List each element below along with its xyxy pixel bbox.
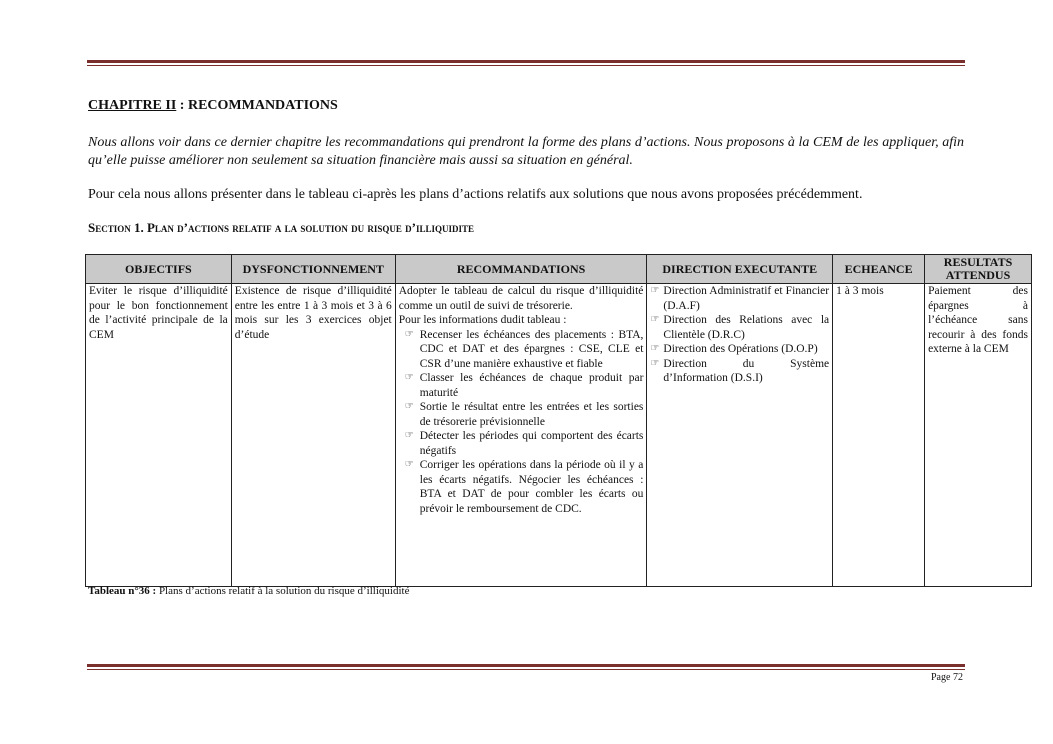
recommandations-list	[399, 328, 644, 517]
page-number: Page 72	[931, 672, 963, 683]
table-header-row	[86, 255, 1032, 284]
section-title: Section 1. Plan d’actions relatif a la solution du risque d’illiquidite	[88, 220, 474, 235]
header-direction: DIRECTION EXECUTANTE	[647, 255, 833, 284]
cell-direction	[647, 284, 833, 587]
table-caption: Tableau n°36 : Plans d’actions relatif à la solution du risque d’illiquidité	[88, 585, 410, 597]
header-recommandations: RECOMMANDATIONS	[395, 255, 647, 284]
pointing-hand-icon: ☞	[404, 401, 414, 412]
chapter-title: CHAPITRE II : RECOMMANDATIONS	[88, 98, 338, 113]
top-rule	[87, 60, 965, 66]
list-item: ☞ Direction des Relations avec la Clientèle (D.R.C)	[650, 314, 830, 341]
list-item: ☞ Sortie le résultat entre les entrées et les sorties de trésorerie prévisionnelle	[404, 401, 644, 428]
cell-echeance: 1 à 3 mois	[833, 284, 925, 587]
header-echeance: ECHEANCE	[833, 255, 925, 284]
list-item: ☞ Corriger les opérations dans la période où il y a les écarts négatifs. Négocier les échéances : BTA et DAT de pour combler les écarts ou prévoir le remboursement de CDC.	[404, 459, 644, 515]
direction-list	[650, 284, 829, 386]
header-objectifs: OBJECTIFS	[86, 255, 232, 284]
pointing-hand-icon: ☞	[650, 343, 660, 354]
list-item: ☞ Classer les échéances de chaque produit par maturité	[404, 372, 644, 399]
cell-resultats: Paiement des épargnes à l’échéance sans recourir à des fonds externe à la CEM	[925, 284, 1032, 587]
pointing-hand-icon: ☞	[404, 459, 414, 470]
header-resultats: RESULTATS ATTENDUS	[925, 255, 1032, 284]
header-dysfonctionnement: DYSFONCTIONNEMENT	[231, 255, 395, 284]
body-paragraph: Pour cela nous allons présenter dans le tableau ci-après les plans d’actions relatifs aux solutions que nous avons proposées précédemment.	[88, 187, 863, 202]
table-row	[86, 284, 1032, 587]
pointing-hand-icon: ☞	[650, 314, 660, 325]
list-item: ☞ Détecter les périodes qui comportent des écarts négatifs	[404, 430, 644, 457]
cell-objectifs: Eviter le risque d’illiquidité pour le bon fonctionnement de l’activité principale de la CEM	[86, 284, 232, 587]
list-item: ☞ Direction des Opérations (D.O.P)	[650, 343, 818, 355]
action-plan-table	[85, 254, 1032, 587]
recommandations-lead: Pour les informations dudit tableau :	[398, 314, 567, 326]
cell-recommandations	[395, 284, 647, 587]
pointing-hand-icon: ☞	[404, 372, 414, 383]
recommandations-intro: Adopter le tableau de calcul du risque d’illiquidité comme un outil de suivi de trésorerie.	[398, 285, 644, 312]
pointing-hand-icon: ☞	[650, 285, 660, 296]
pointing-hand-icon: ☞	[650, 357, 660, 369]
bottom-rule	[87, 664, 965, 670]
list-item: ☞ Direction du Système d’Information (D.S.I)	[650, 357, 830, 384]
list-item: ☞ Direction Administratif et Financier (D.A.F)	[650, 285, 830, 312]
pointing-hand-icon: ☞	[404, 328, 414, 340]
cell-dysfonctionnement: Existence de risque d’illiquidité entre les entre 1 à 3 mois et 3 à 6 mois sur les 3 exercices objet d’étude	[231, 284, 395, 587]
list-item: ☞ Recenser les échéances des placements : BTA, CDC et DAT et des épargnes : CSE, CLE et CSR d’une manière exhaustive et fiable	[404, 328, 644, 370]
intro-paragraph: Nous allons voir dans ce dernier chapitre les recommandations qui prendront la forme des plans d’actions. Nous proposons à la CEM de les appliquer, afin qu’elle puisse améliorer non seulement sa situation financière mais aussi sa situation en général.	[88, 135, 964, 168]
pointing-hand-icon: ☞	[404, 430, 414, 441]
